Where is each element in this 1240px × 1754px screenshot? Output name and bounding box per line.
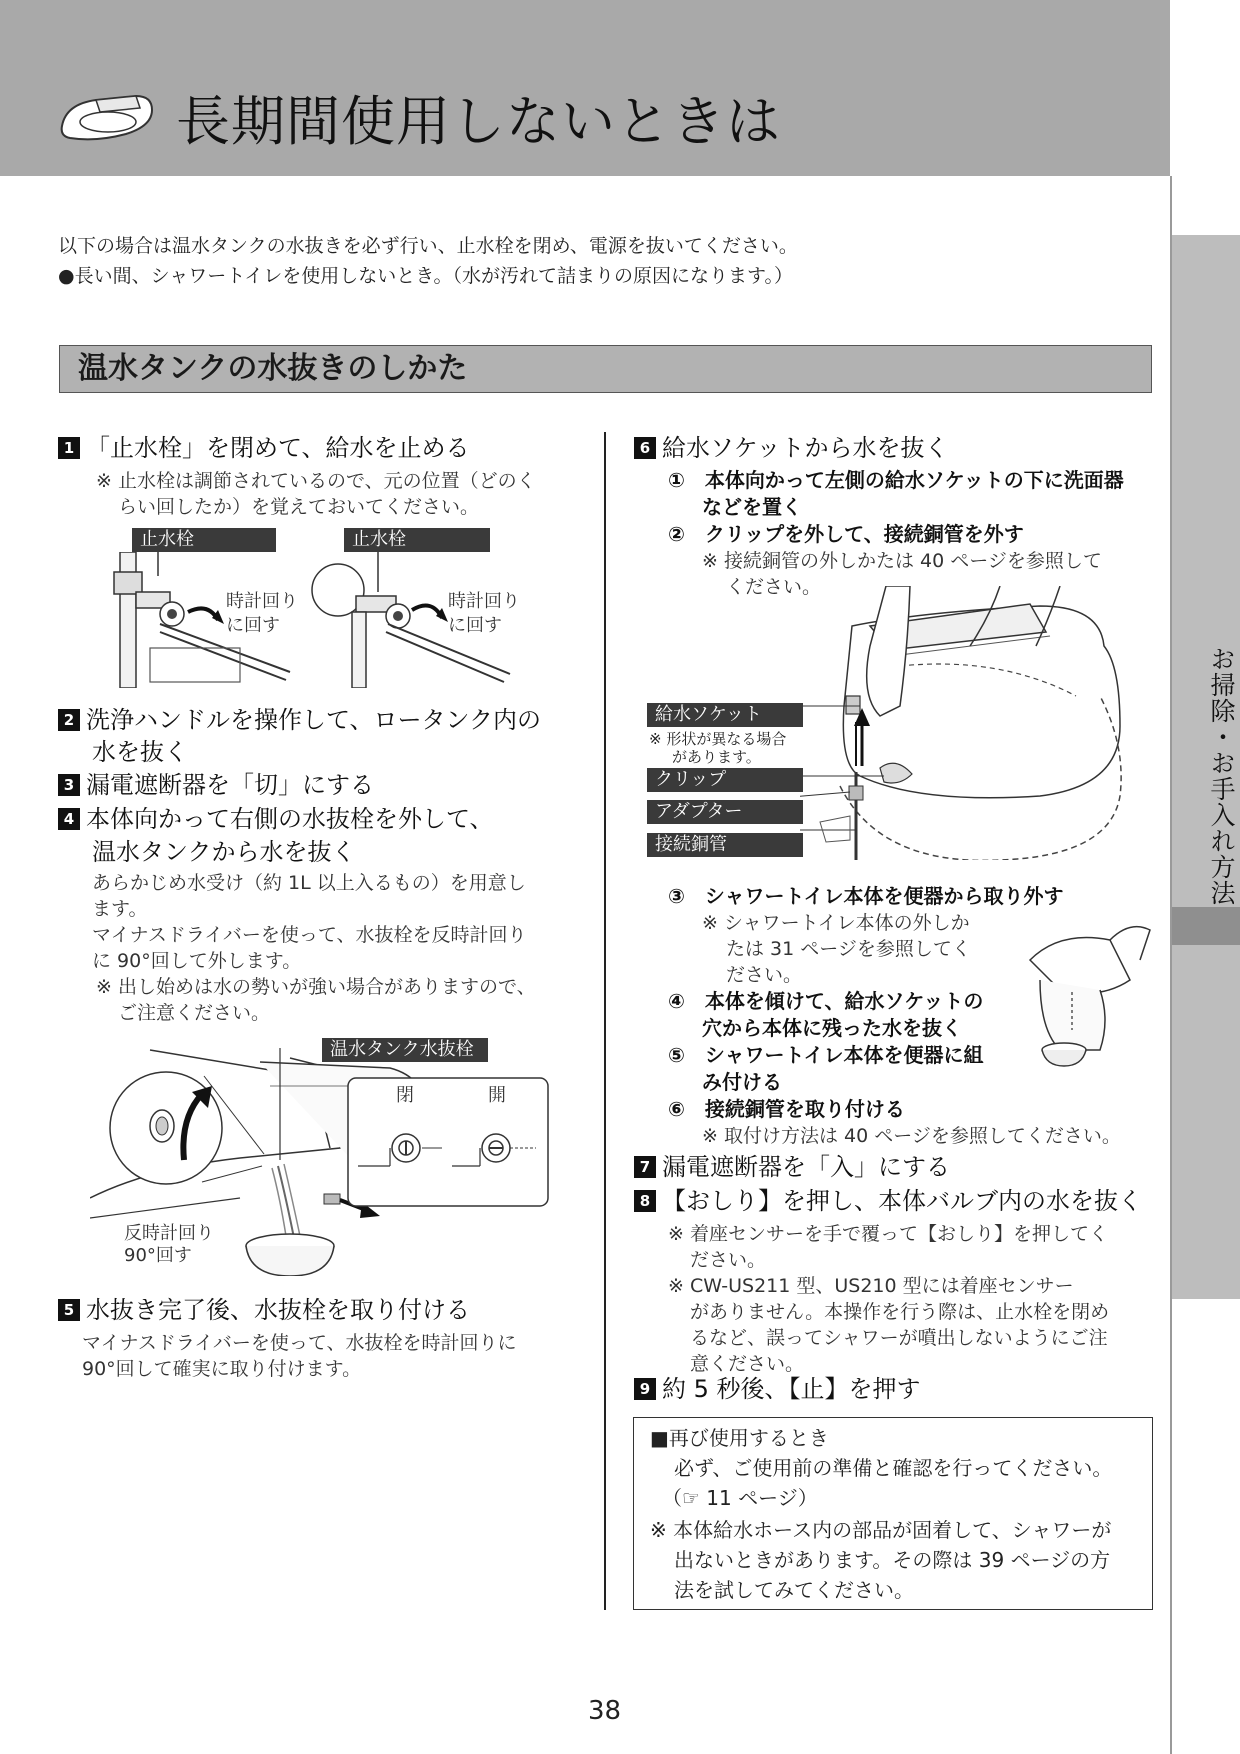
step-1-note-2: らい回したか）を覚えておいてください。 <box>118 496 480 518</box>
reuse-box-line-4: 出ないときがあります。その際は 39 ページの方 <box>674 1548 1111 1572</box>
step-5-desc-2: 90°回して確実に取り付けます。 <box>82 1358 362 1380</box>
step-6-sub-5b: み付ける <box>702 1070 782 1094</box>
label-water-socket: 給水ソケット <box>647 703 803 727</box>
step-4-note-1: ※ 出し始めは水の勢いが強い場合がありますので、 <box>96 976 536 998</box>
step-6-note-1: ※ 接続銅管の外しかたは 40 ページを参照して <box>702 550 1102 572</box>
step-number: 3 <box>58 774 80 796</box>
label-adapter: アダプター <box>647 800 803 824</box>
chapter-tab-marker <box>1172 907 1240 945</box>
step-9-text: 約 5 秒後、【止】を押す <box>662 1375 921 1403</box>
step-7-text: 漏電遮断器を「入」にする <box>662 1153 950 1181</box>
step-9 <box>634 1373 921 1405</box>
rotate-ccw-text-1: 反時計回り <box>124 1223 214 1244</box>
step-number: 7 <box>634 1156 656 1178</box>
toilet-seat-icon <box>56 86 156 150</box>
label-stop-valve-a: 止水栓 <box>132 528 276 552</box>
step-number: 1 <box>58 437 80 459</box>
step-8-note-6: 意ください。 <box>690 1353 805 1375</box>
step-2 <box>58 704 541 736</box>
step-8-note-4: がありません。本操作を行う際は、止水栓を閉め <box>690 1301 1110 1323</box>
step-number: 5 <box>58 1299 80 1321</box>
label-drain-plug: 温水タンク水抜栓 <box>322 1038 488 1062</box>
step-6-sub-4a: ④ 本体を傾けて、給水ソケットの <box>668 989 984 1013</box>
step-4-note-2: ご注意ください。 <box>118 1002 271 1024</box>
page-header <box>0 0 1170 176</box>
column-divider <box>604 432 606 1610</box>
label-clip: クリップ <box>647 768 803 792</box>
step-8-note-5: るなど、誤ってシャワーが噴出しないようにご注 <box>690 1327 1108 1349</box>
step-6-sub-1a: ① 本体向かって左側の給水ソケットの下に洗面器 <box>668 468 1124 492</box>
section-header <box>59 345 1152 393</box>
step-4-line-2: 温水タンクから水を抜く <box>92 838 356 866</box>
step-1 <box>58 432 470 464</box>
rotate-text-b-2: に回す <box>448 615 502 636</box>
reuse-box-line-3: ※ 本体給水ホース内の部品が固着して、シャワーが <box>650 1518 1112 1542</box>
intro-line-1: 以下の場合は温水タンクの水抜きを必ず行い、止水栓を閉め、電源を抜いてください。 <box>58 235 798 257</box>
step-1-note-1: ※ 止水栓は調節されているので、元の位置（どのく <box>96 470 536 492</box>
step-6-note-3a: ※ シャワートイレ本体の外しか <box>702 912 970 934</box>
rotate-text-a-1: 時計回り <box>226 591 298 612</box>
tilt-drain-illustration <box>1020 920 1160 1070</box>
step-4-desc-1: あらかじめ水受け（約 1L 以上入るもの）を用意し <box>92 872 526 894</box>
step-8 <box>634 1185 1142 1217</box>
page-title: 長期間使用しないときは <box>176 90 781 153</box>
step-2-line-2: 水を抜く <box>92 738 188 766</box>
reuse-box-line-2: （☞ 11 ページ） <box>662 1486 818 1510</box>
step-5-desc-1: マイナスドライバーを使って、水抜栓を時計回りに <box>82 1332 517 1354</box>
reuse-box-title: ■再び使用するとき <box>650 1426 829 1450</box>
step-6-note-3b: たは 31 ページを参照してく <box>726 938 971 960</box>
step-6-text: 給水ソケットから水を抜く <box>662 434 949 462</box>
step-number: 2 <box>58 709 80 731</box>
step-6 <box>634 432 949 464</box>
step-6-note-6: ※ 取付け方法は 40 ページを参照してください。 <box>702 1125 1121 1147</box>
step-6-sub-2: ② クリップを外して、接続銅管を外す <box>668 522 1024 546</box>
label-copper-pipe: 接続銅管 <box>647 833 803 857</box>
toilet-seat-removal-illustration <box>800 586 1132 860</box>
step-3-text: 漏電遮断器を「切」にする <box>86 771 374 799</box>
rotate-text-b-1: 時計回り <box>448 591 520 612</box>
reuse-box-line-1: 必ず、ご使用前の準備と確認を行ってください。 <box>674 1456 1113 1480</box>
step-6-sub-3: ③ シャワートイレ本体を便器から取り外す <box>668 884 1064 908</box>
step-4-line-1: 本体向かって右側の水抜栓を外して、 <box>86 805 494 833</box>
step-6-sub-1b: などを置く <box>702 495 802 519</box>
step-number: 9 <box>634 1378 656 1400</box>
socket-note-2: があります。 <box>672 748 761 766</box>
rotate-ccw-text-2: 90°回す <box>124 1245 192 1266</box>
reuse-box-line-5: 法を試してみてください。 <box>674 1578 914 1602</box>
intro-line-2: ●長い間、シャワートイレを使用しないとき。（水が汚れて詰まりの原因になります。） <box>58 265 793 287</box>
label-open: 開 <box>488 1085 506 1106</box>
step-6-note-3c: ださい。 <box>726 964 803 986</box>
reuse-info-box <box>633 1417 1153 1610</box>
step-4-desc-2: ます。 <box>92 898 148 920</box>
step-4-desc-4: に 90°回して外します。 <box>92 950 302 972</box>
step-4-desc-3: マイナスドライバーを使って、水抜栓を反時計回り <box>92 924 527 946</box>
step-8-note-2: ださい。 <box>690 1249 767 1271</box>
rotate-text-a-2: に回す <box>226 615 280 636</box>
label-closed: 閉 <box>396 1085 414 1106</box>
step-5 <box>58 1294 470 1326</box>
step-8-note-1: ※ 着座センサーを手で覆って【おしり】を押してく <box>668 1223 1108 1245</box>
step-1-text: 「止水栓」を閉めて、給水を止める <box>86 434 470 462</box>
chapter-tab-label: お掃除・お手入れ方法 <box>1207 646 1236 906</box>
step-number: 8 <box>634 1190 656 1212</box>
section-title: 温水タンクの水抜きのしかた <box>78 351 468 386</box>
step-number: 4 <box>58 808 80 830</box>
step-6-sub-5a: ⑤ シャワートイレ本体を便器に組 <box>668 1043 984 1067</box>
step-6-note-2: ください。 <box>726 576 822 598</box>
label-stop-valve-b: 止水栓 <box>344 528 490 552</box>
step-number: 6 <box>634 437 656 459</box>
step-7 <box>634 1151 950 1183</box>
step-6-sub-6: ⑥ 接続銅管を取り付ける <box>668 1097 905 1121</box>
step-2-line-1: 洗浄ハンドルを操作して、ロータンク内の <box>86 706 542 734</box>
step-4 <box>58 803 494 835</box>
page-number: 38 <box>588 1696 622 1726</box>
step-8-text: 【おしり】を押し、本体バルブ内の水を抜く <box>662 1187 1142 1215</box>
socket-note-1: ※ 形状が異なる場合 <box>649 730 787 748</box>
step-5-text: 水抜き完了後、水抜栓を取り付ける <box>86 1296 470 1324</box>
step-8-note-3: ※ CW-US211 型、US210 型には着座センサー <box>668 1275 1074 1297</box>
step-3 <box>58 769 374 801</box>
step-6-sub-4b: 穴から本体に残った水を抜く <box>702 1016 962 1040</box>
